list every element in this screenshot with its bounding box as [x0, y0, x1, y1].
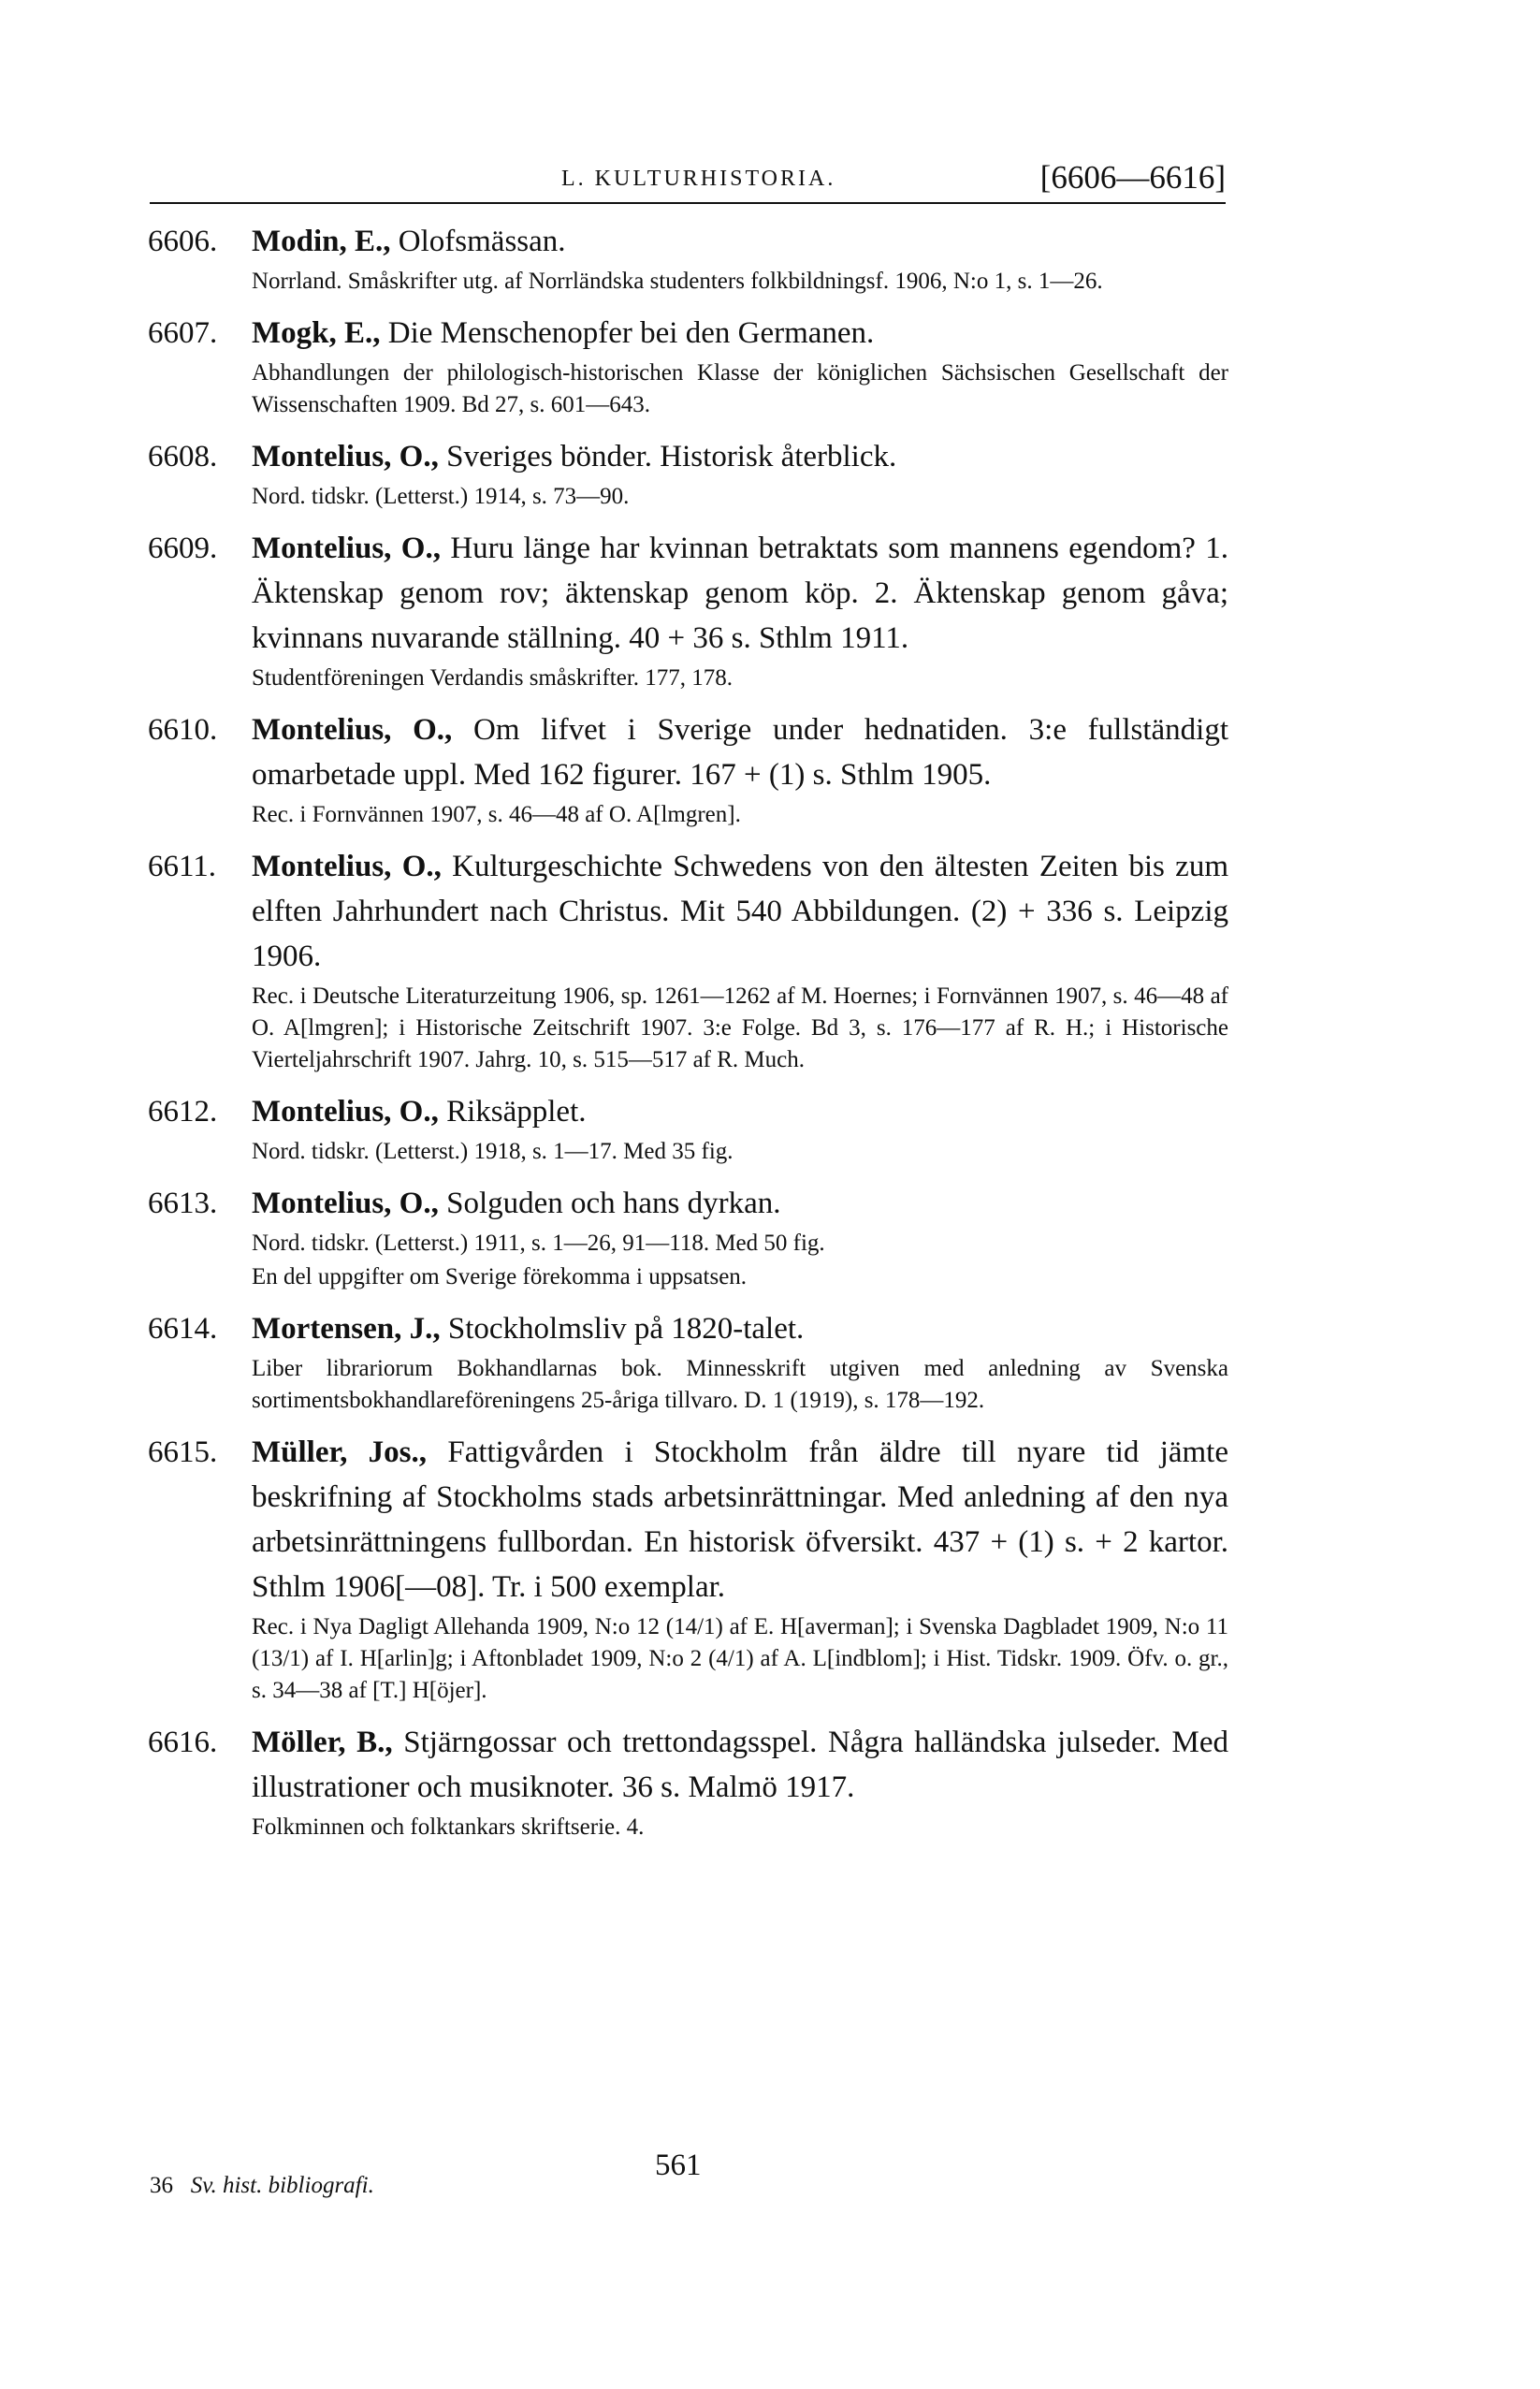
signature-number: 36	[150, 2173, 173, 2198]
entry-number: 6612.	[148, 1095, 218, 1129]
entry-note: Nord. tidskr. (Letterst.) 1918, s. 1—17. Med 35 fig.	[252, 1139, 734, 1164]
entry-title: Stjärngossar och trettondagsspel. Några halländska julseder. Med illustrationer och musiknoter. 36 s. Malmö 1917.	[252, 1726, 1229, 1804]
printer-signature	[150, 2173, 374, 2199]
entry-6608	[148, 434, 1228, 513]
bibliography-entries	[148, 219, 1228, 1857]
entry-title: Om lifvet i Sverige under hednatiden. 3:e fullständigt omarbetade uppl. Med 162 figurer. 167 + (1) s. Sthlm 1905.	[252, 713, 1229, 792]
entry-6612	[148, 1089, 1228, 1168]
entry-title: Sveriges bönder. Historisk återblick.	[446, 440, 897, 473]
entry-main	[252, 1181, 1228, 1226]
signature-title: Sv. hist. bibliografi.	[190, 2173, 374, 2198]
entry-main	[252, 434, 1228, 479]
entry-6610	[148, 707, 1228, 831]
entry-6606	[148, 219, 1228, 298]
entry-6615	[148, 1430, 1228, 1707]
entry-author: Montelius, O.,	[252, 440, 439, 473]
entry-6607	[148, 311, 1228, 421]
entry-6616	[148, 1720, 1228, 1843]
entry-main	[252, 707, 1228, 797]
entry-number: 6613.	[148, 1187, 218, 1220]
entry-author: Müller, Jos.,	[252, 1435, 428, 1469]
entry-author: Mogk, E.,	[252, 316, 381, 350]
entry-author: Möller, B.,	[252, 1726, 393, 1759]
entry-title: Fattigvården i Stockholm från äldre till nyare tid jämte beskrifning af Stockholms stads arbetsinrättningar. Med anledning af den nya arbetsinrättningens fullbordan. En historisk öfversikt. 437 + (1) s. + 2 kartor. Sthlm 1906[—08]. Tr. i 500 exemplar.	[252, 1435, 1229, 1604]
entry-note: Studentföreningen Verdandis småskrifter. 177, 178.	[252, 665, 734, 691]
entry-author: Mortensen, J.,	[252, 1312, 441, 1346]
entry-author: Montelius, O.,	[252, 850, 442, 883]
entry-main	[252, 311, 1228, 356]
header-rule	[150, 202, 1226, 204]
entry-main	[252, 526, 1228, 661]
entry-number: 6611.	[148, 850, 217, 883]
entry-note: Rec. i Deutsche Literaturzeitung 1906, sp. 1261—1262 af M. Hoernes; i Fornvännen 1907, s. 46—48 af O. A[lmgren]; i Historische Zeitschrift 1907. 3:e Folge. Bd 3, s. 176—177 af R. H.; i Historische Vierteljahrschrift 1907. Jahrg. 10, s. 515—517 af R. Much.	[252, 983, 1228, 1072]
entry-author: Montelius, O.,	[252, 713, 453, 747]
entry-6614	[148, 1306, 1228, 1417]
entry-note: Abhandlungen der philologisch-historischen Klasse der königlichen Sächsischen Gesellschaft der Wissenschaften 1909. Bd 27, s. 601—643.	[252, 360, 1228, 417]
entry-note: Liber librariorum Bokhandlarnas bok. Minnesskrift utgiven med anledning av Svenska sortimentsbokhandlareföreningens 25-åriga tillvaro. D. 1 (1919), s. 178—192.	[252, 1356, 1228, 1413]
entry-author: Montelius, O.,	[252, 1095, 439, 1129]
entry-number: 6614.	[148, 1312, 218, 1346]
entry-note: Rec. i Nya Dagligt Allehanda 1909, N:o 12 (14/1) af E. H[averman]; i Svenska Dagbladet 1909, N:o 11 (13/1) af I. H[arlin]g; i Aftonbladet 1909, N:o 2 (4/1) af A. L[indblom]; i Hist. Tidskr. 1909. Öfv. o. gr., s. 34—38 af [T.] H[öjer].	[252, 1614, 1228, 1703]
entry-6613	[148, 1181, 1228, 1293]
page-number: 561	[655, 2149, 702, 2182]
entry-range: [6606—6616]	[1039, 159, 1226, 196]
entry-number: 6606.	[148, 225, 218, 258]
entry-title: Solguden och hans dyrkan.	[446, 1187, 781, 1220]
entry-number: 6609.	[148, 532, 218, 565]
entry-number: 6608.	[148, 440, 218, 473]
entry-main	[252, 219, 1228, 264]
entry-number: 6615.	[148, 1435, 218, 1469]
entry-note: Rec. i Fornvännen 1907, s. 46—48 af O. A[lmgren].	[252, 802, 741, 827]
entry-title: Riksäpplet.	[446, 1095, 587, 1129]
entry-6609	[148, 526, 1228, 694]
entry-note: Nord. tidskr. (Letterst.) 1911, s. 1—26, 91—118. Med 50 fig.	[252, 1231, 825, 1256]
entry-title: Stockholmsliv på 1820-talet.	[447, 1312, 805, 1346]
entry-main	[252, 1089, 1228, 1134]
running-header	[150, 157, 1226, 195]
entry-main	[252, 1720, 1228, 1810]
entry-title: Kulturgeschichte Schwedens von den ältesten Zeiten bis zum elften Jahrhundert nach Christus. Mit 540 Abbildungen. (2) + 336 s. Leipzig 1906.	[252, 850, 1228, 973]
entry-number: 6607.	[148, 316, 218, 350]
entry-main	[252, 844, 1228, 979]
entry-title: Die Menschenopfer bei den Germanen.	[387, 316, 875, 350]
entry-6611	[148, 844, 1228, 1076]
entry-note: Norrland. Småskrifter utg. af Norrländska studenters folkbildningsf. 1906, N:o 1, s. 1—26.	[252, 269, 1103, 294]
entry-author: Montelius, O.,	[252, 532, 441, 565]
page-footer	[150, 2149, 1226, 2205]
entry-author: Montelius, O.,	[252, 1187, 439, 1220]
entry-main	[252, 1306, 1228, 1351]
entry-note: Folkminnen och folktankars skriftserie. 4.	[252, 1814, 645, 1840]
entry-note: En del uppgifter om Sverige förekomma i uppsatsen.	[252, 1264, 748, 1289]
entry-title: Olofsmässan.	[398, 225, 566, 258]
entry-number: 6610.	[148, 713, 218, 747]
entry-number: 6616.	[148, 1726, 218, 1759]
entry-note: Nord. tidskr. (Letterst.) 1914, s. 73—90.	[252, 484, 630, 509]
entry-author: Modin, E.,	[252, 225, 391, 258]
entry-main	[252, 1430, 1228, 1610]
entry-title: Huru länge har kvinnan betraktats som mannens egendom? 1. Äktenskap genom rov; äktenskap genom köp. 2. Äktenskap genom gåva; kvinnans nuvarande ställning. 40 + 36 s. Sthlm 1911.	[252, 532, 1229, 655]
section-title: L. KULTURHISTORIA.	[561, 167, 836, 191]
